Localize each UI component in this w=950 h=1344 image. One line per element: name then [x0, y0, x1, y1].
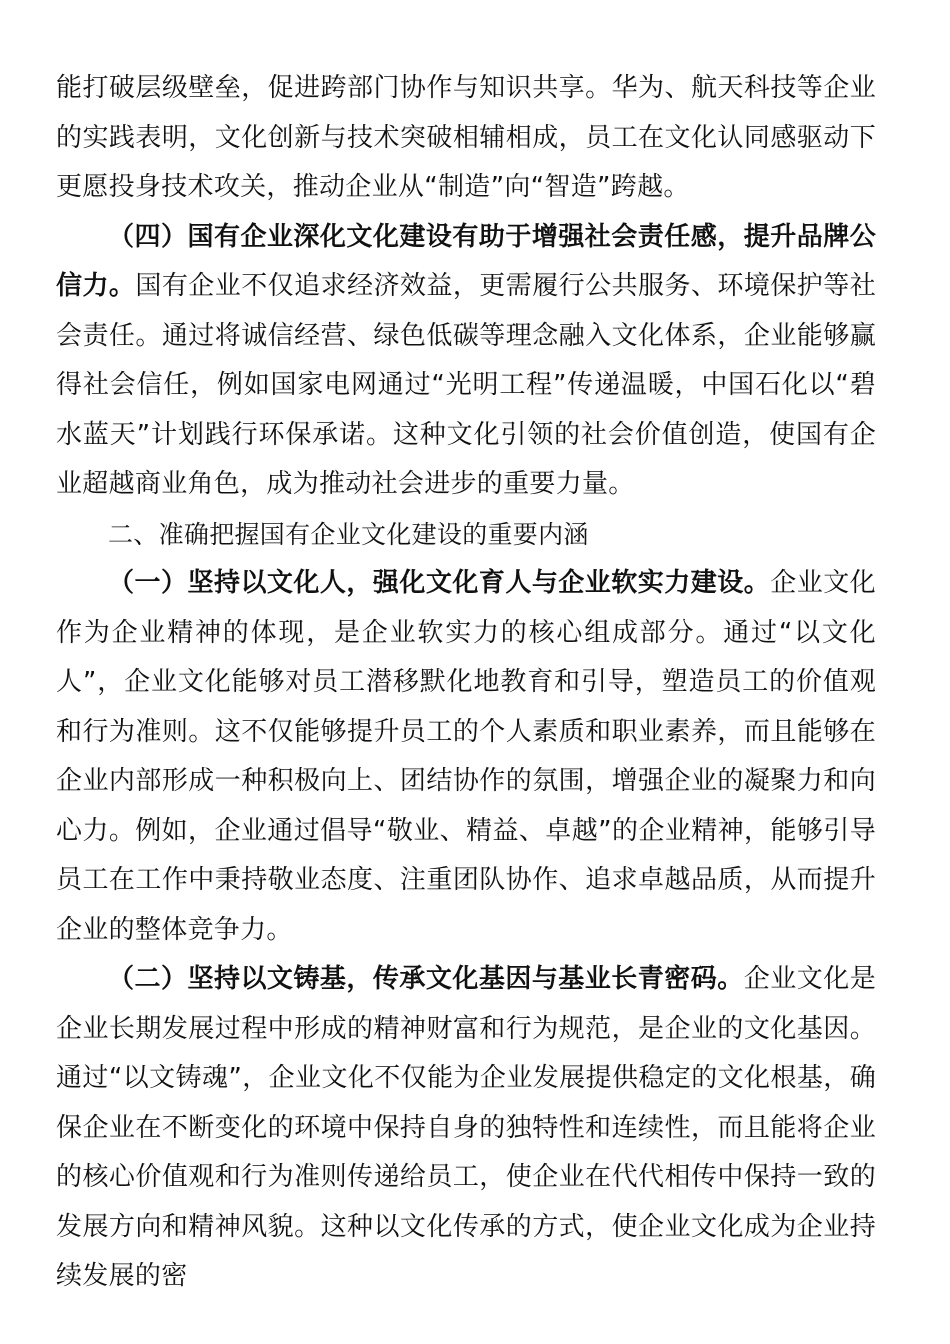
paragraph-text: 能打破层级壁垒，促进跨部门协作与知识共享。华为、航天科技等企业的实践表明，文化创新与技术突破相辅相成，员工在文化认同感驱动下更愿投身技术攻关，推动企业从“制造”向“智造”跨越。: [56, 73, 876, 202]
paragraph-text: 国有企业不仅追求经济效益，更需履行公共服务、环境保护等社会责任。通过将诚信经营、绿色低碳等理念融入文化体系，企业能够赢得社会信任，例如国家电网通过“光明工程”传递温暖，中国石化以“碧水蓝天”计划践行环保承诺。这种文化引领的社会价值创造，使国有企业超越商业角色，成为推动社会进步的重要力量。: [56, 271, 876, 499]
document-page: [56, 64, 876, 1302]
paragraph-subsection-1: [56, 559, 876, 955]
paragraph-continuation: [56, 64, 876, 213]
paragraph-subsection-2: [56, 955, 876, 1302]
section-heading: 二、准确把握国有企业文化建设的重要内涵: [108, 519, 589, 549]
paragraph-section-4: [56, 213, 876, 510]
paragraph-lead: （四）国有企业深化文化建设有助于增强社会责任感，提升品牌公信力。: [56, 221, 876, 301]
paragraph-lead: （二）坚持以文铸基，传承文化基因与基业长青密码。: [108, 964, 744, 994]
paragraph-lead: （一）坚持以文化人，强化文化育人与企业软实力建设。: [108, 568, 771, 598]
paragraph-text: 企业文化是企业长期发展过程中形成的精神财富和行为规范，是企业的文化基因。通过“以文铸魂”，企业文化不仅能为企业发展提供稳定的文化根基，确保企业在不断变化的环境中保持自身的独特性和连续性，而且能将企业的核心价值观和行为准则传递给员工，使企业在代代相传中保持一致的发展方向和精神风貌。这种以文化传承的方式，使企业文化成为企业持续发展的密: [56, 964, 876, 1291]
paragraph-text: 企业文化作为企业精神的体现，是企业软实力的核心组成部分。通过“以文化人”，企业文化能够对员工潜移默化地教育和引导，塑造员工的价值观和行为准则。这不仅能够提升员工的个人素质和职业素养，而且能够在企业内部形成一种积极向上、团结协作的氛围，增强企业的凝聚力和向心力。例如，企业通过倡导“敬业、精益、卓越”的企业精神，能够引导员工在工作中秉持敬业态度、注重团队协作、追求卓越品质，从而提升企业的整体竞争力。: [56, 568, 876, 945]
